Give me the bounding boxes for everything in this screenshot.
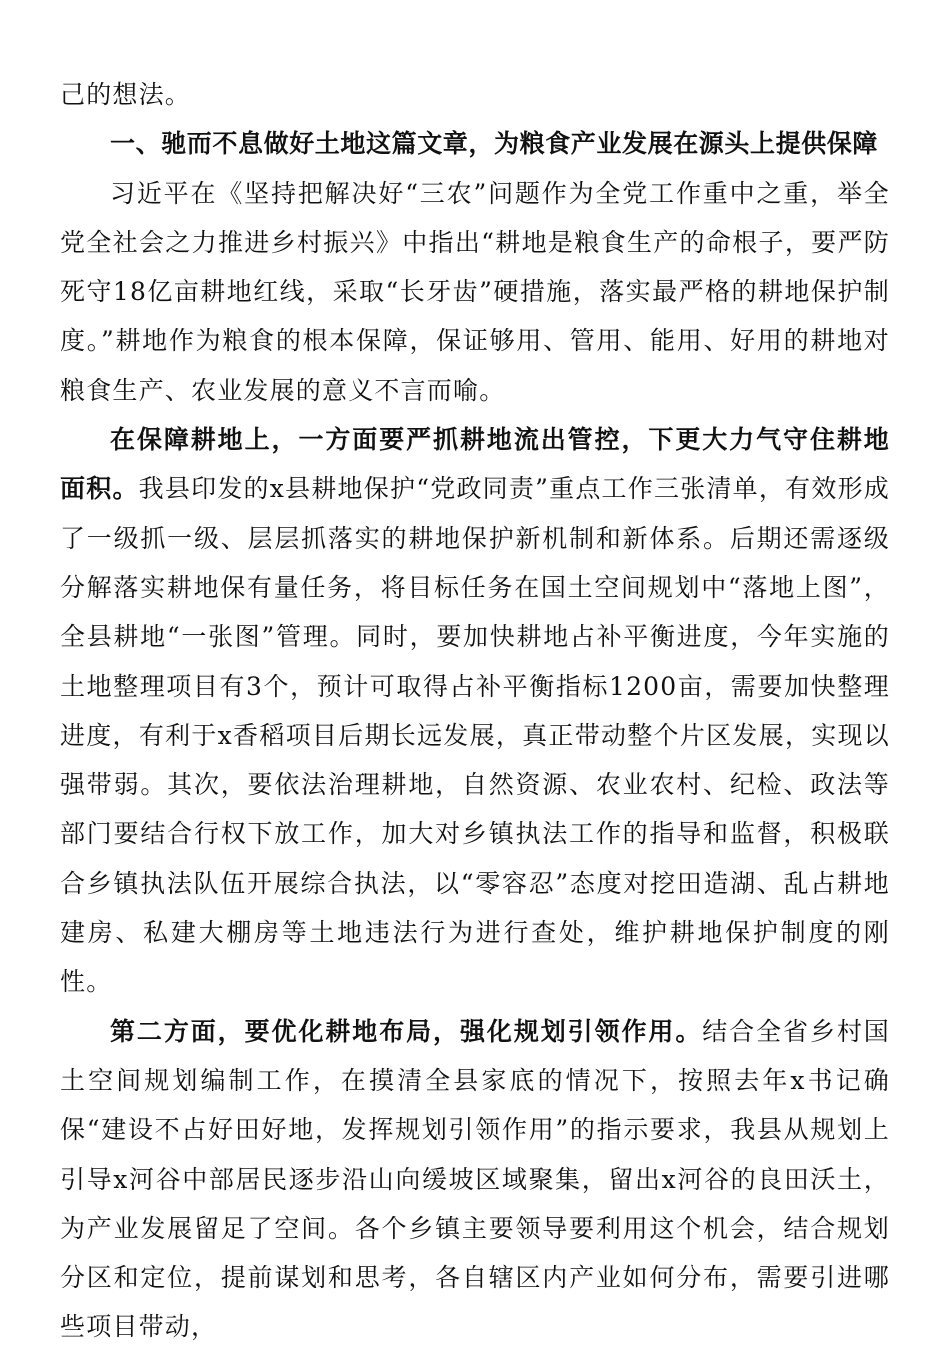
- section-heading-text: 一、驰而不息做好土地这篇文章，为粮食产业发展在源头上提供保障: [110, 129, 879, 159]
- section-heading: [60, 119, 890, 168]
- paragraph-quote: [60, 169, 890, 415]
- paragraph-lead: 第二方面，要优化耕地布局，强化规划引领作用。: [110, 1016, 703, 1046]
- paragraph-text: 己的想法。: [60, 80, 192, 109]
- paragraph-farmland-control: [60, 415, 890, 1007]
- document-body: [60, 70, 890, 1352]
- paragraph-text: 习近平在《坚持把解决好“三农”问题作为全党工作重中之重，举全党全社会之力推进乡村振兴》中指出“耕地是粮食生产的命根子，要严防死守18亿亩耕地红线，采取“长牙齿”硬措施，落实最严格的耕地保护制度。”耕地作为粮食的根本保障，保证够用、管用、能用、好用的耕地对粮食生产、农业发展的意义不言而喻。: [60, 178, 890, 405]
- paragraph-text: 我县印发的x县耕地保护“党政同责”重点工作三张清单，有效形成了一级抓一级、层层抓落实的耕地保护新机制和新体系。后期还需逐级分解落实耕地保有量任务，将目标任务在国土空间规划中“落地上图”，全县耕地“一张图”管理。同时，要加快耕地占补平衡进度，今年实施的土地整理项目有3个，预计可取得占补平衡指标1200亩，需要加快整理进度，有利于x香稻项目后期长远发展，真正带动整个片区发展，实现以强带弱。其次，要依法治理耕地，自然资源、农业农村、纪检、政法等部门要结合行权下放工作，加大对乡镇执法工作的指导和监督，积极联合乡镇执法队伍开展综合执法，以“零容忍”态度对挖田造湖、乱占耕地建房、私建大棚房等土地违法行为进行查处，维护耕地保护制度的刚性。: [60, 474, 890, 997]
- paragraph-continuation: [60, 70, 890, 119]
- paragraph-farmland-layout: [60, 1007, 890, 1352]
- paragraph-text: 结合全省乡村国土空间规划编制工作，在摸清全县家底的情况下，按照去年x书记确保“建设不占好田好地，发挥规划引领作用”的指示要求，我县从规划上引导x河谷中部居民逐步沿山向缓坡区域聚集，留出x河谷的良田沃土，为产业发展留足了空间。各个乡镇主要领导要利用这个机会，结合规划分区和定位，提前谋划和思考，各自辖区内产业如何分布，需要引进哪些项目带动，: [60, 1016, 890, 1342]
- paragraph-lead: 在保障耕地上，一方面要严抓耕地流出管控，下更大力气守住耕地面积。: [60, 425, 890, 504]
